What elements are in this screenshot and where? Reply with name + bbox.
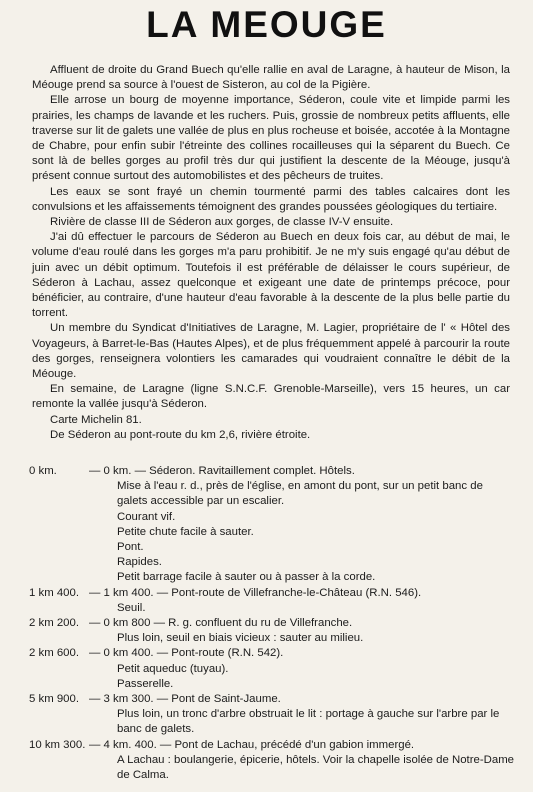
itinerary-note: Courant vif.	[117, 510, 176, 523]
itinerary-note: Mise à l'eau r. d., près de l'église, en amont du pont, sur un petit banc de galets accessible par un escalier.	[117, 480, 483, 508]
paragraph: Carte Michelin 81.	[50, 413, 142, 426]
itinerary-row	[29, 586, 514, 601]
itinerary-note: Plus loin, seuil en biais vicieux : sauter au milieu.	[117, 632, 364, 645]
itinerary-desc: — 0 km. — Séderon. Ravitaillement complet. Hôtels.	[89, 465, 355, 477]
km-marker: 2 km 600.	[29, 647, 80, 660]
paragraph: De Séderon au pont-route du km 2,6, rivière étroite.	[50, 428, 311, 441]
itinerary-note: A Lachau : boulangerie, épicerie, hôtels. Voir la chapelle isolée de Notre-Dame de Calma.	[117, 753, 515, 782]
paragraph: Rivière de classe III de Séderon aux gorges, de classe IV-V ensuite.	[50, 216, 394, 229]
km-marker: 0 km.	[29, 465, 57, 477]
body-text	[32, 63, 510, 443]
itinerary-note: Rapides.	[117, 556, 162, 569]
itinerary-desc: — 0 km 400. — Pont-route (R.N. 542).	[89, 647, 284, 660]
page-title: LA MEOUGE	[146, 4, 387, 45]
paragraph: Affluent de droite du Grand Buech qu'elle rallie en aval de Laragne, à hauteur de Mison, la Méouge prend sa source à l'ouest de Sisteron, au col de la Pigière.	[32, 64, 510, 92]
km-marker: 10 km 300.	[29, 738, 86, 751]
itinerary-row	[29, 738, 514, 753]
itinerary-desc: — 0 km 800 — R. g. confluent du ru de Villefranche.	[89, 617, 353, 630]
km-marker: 1 km 400.	[29, 586, 80, 599]
itinerary-desc: — 3 km 300. — Pont de Saint-Jaume.	[89, 693, 281, 706]
itinerary-note: Passerelle.	[117, 677, 174, 690]
itinerary-note: Petite chute facile à sauter.	[117, 525, 254, 538]
km-marker: 2 km 200.	[29, 617, 80, 630]
paragraph: J'ai dû effectuer le parcours de Séderon au Buech en deux fois car, au début de mai, le volume d'eau roulé dans les gorges m'a paru prohibitif. Je ne m'y suis engagé qu'au début de juin avec un débit optimum. Toutefois il est préférable de délaisser le cours supérieur, de Séderon à Lachau, assez quelconque et exigeant une date de printemps précoce, pour bénéficier, au contraire, d'une hauteur d'eau favorable à la descente de la plus belle partie du torrent.	[32, 231, 510, 320]
itinerary-note: Pont.	[117, 541, 144, 554]
itinerary-desc: — 1 km 400. — Pont-route de Villefranche-le-Château (R.N. 546).	[89, 586, 422, 599]
itinerary-row	[29, 616, 514, 631]
itinerary	[29, 464, 514, 783]
paragraph: Les eaux se sont frayé un chemin tourmenté parmi des tables calcaires dont les convulsions et les affaissements témoignent des grandes poussées géologiques du tertiaire.	[32, 185, 510, 213]
paragraph: Un membre du Syndicat d'Initiatives de Laragne, M. Lagier, propriétaire de l' « Hôtel des Voyageurs, à Barret-le-Bas (Hautes Alpes), et de plus fréquemment appelé à parcourir la route des gorges, renseignera volontiers les camarades qui voudraient connaître le débit de la Méouge.	[32, 322, 510, 381]
paragraph: Elle arrose un bourg de moyenne importance, Séderon, coule vite et limpide parmi les prairies, les champs de lavande et les ruchers. Puis, grossie de nombreux petits affluents, elle traverse sur lit de galets une vallée de plus en plus rocheuse et boisée, accotée à la Montagne de Chabre, pour enfin subir l'étreinte des collines rocailleuses qui la séparent du Buech. Ce sont là de belles gorges au profil très dur qui justifient la descente de la Méouge, jusqu'à présent connue surtout des automobilistes et des pêcheurs de truites.	[32, 94, 510, 183]
paragraph: En semaine, de Laragne (ligne S.N.C.F. Grenoble-Marseille), vers 15 heures, un car remonte la vallée jusqu'à Séderon.	[32, 383, 510, 411]
itinerary-note: Seuil.	[117, 601, 146, 614]
km-marker: 5 km 900.	[29, 693, 80, 706]
itinerary-row	[29, 692, 514, 707]
itinerary-desc: — 4 km. 400. — Pont de Lachau, précédé d'un gabion immergé.	[89, 738, 415, 751]
itinerary-note: Petit aqueduc (tuyau).	[117, 662, 229, 675]
itinerary-note: Petit barrage facile à sauter ou à passer à la corde.	[117, 571, 376, 584]
itinerary-note: Plus loin, un tronc d'arbre obstruait le lit : portage à gauche sur l'arbre par le banc de galets.	[117, 708, 500, 736]
itinerary-row	[29, 464, 514, 479]
itinerary-row	[29, 646, 514, 661]
